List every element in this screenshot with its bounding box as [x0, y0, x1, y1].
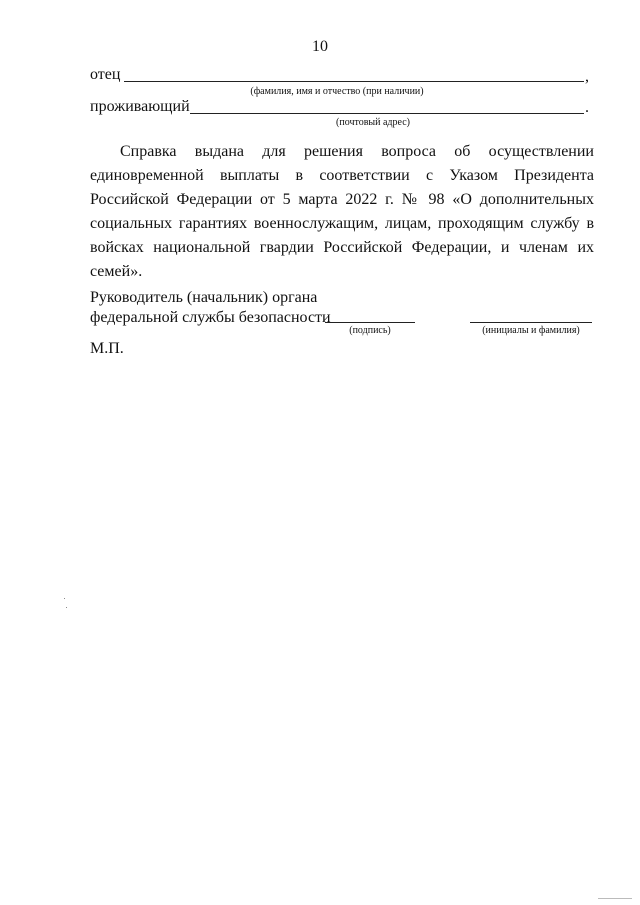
- signatory-title-line2: федеральной службы безопасности: [90, 309, 331, 326]
- initials-line: [470, 322, 592, 323]
- father-end-punct: ,: [585, 68, 589, 85]
- certificate-body-text: Справка выдана для решения вопроса об осуществлении единовременной выплаты в соответствии с Указом Президента Российской Федерации от 5 марта 2022 г. № 98 «О дополнительных социальных гарантиях военнослужащим, лицам, проходящим службу в войсках национальной гвардии Российской Федерации, и членам их семей».: [90, 143, 594, 280]
- scan-speck: [66, 607, 67, 608]
- father-label: отец: [90, 66, 121, 83]
- scan-edge-line: [598, 898, 632, 899]
- signature-line: [325, 322, 415, 323]
- residence-field-line: [190, 113, 584, 114]
- stamp-place-label: М.П.: [90, 340, 124, 357]
- scan-speck: [64, 598, 65, 599]
- residence-caption: (почтовый адрес): [336, 117, 410, 128]
- initials-caption: (инициалы и фамилия): [482, 325, 580, 336]
- father-field-line: [124, 81, 584, 82]
- signatory-title-line1: Руководитель (начальник) органа: [90, 289, 318, 306]
- residence-end-punct: .: [585, 99, 589, 116]
- residence-label: проживающий: [90, 98, 190, 115]
- page-number: 10: [312, 38, 328, 55]
- signature-caption: (подпись): [349, 325, 391, 336]
- father-caption: (фамилия, имя и отчество (при наличии): [250, 86, 424, 97]
